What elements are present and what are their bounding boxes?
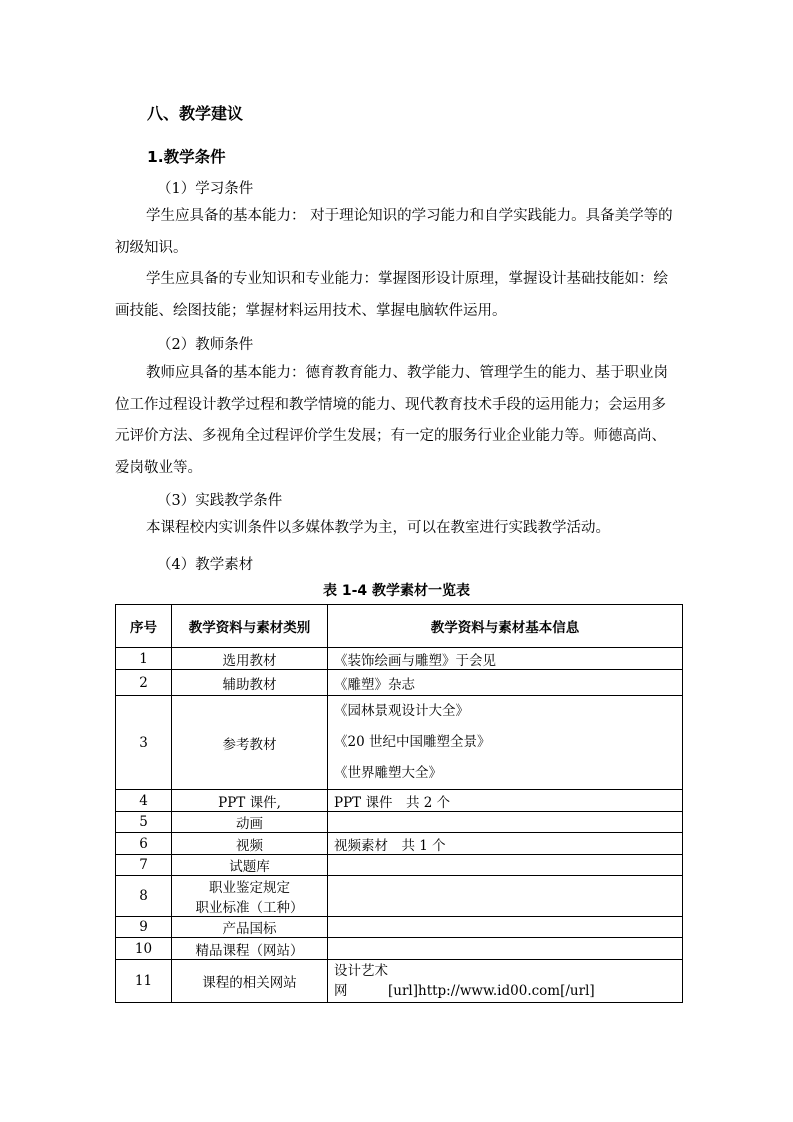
cell-number: 7 [116,855,172,876]
section-title: 八、教学建议 [147,104,244,123]
cell-info [328,960,683,1003]
cell-category: 动画 [172,812,328,833]
cell-info [328,938,683,960]
table-header-row [116,605,683,648]
practice-paragraph-1: 本课程校内实训条件以多媒体教学为主，可以在教室进行实践教学活动。 [146,520,610,536]
cell-category: 精品课程（网站） [172,938,328,960]
subsection-title: 1.教学条件 [147,148,226,166]
cell-number: 8 [116,876,172,917]
cell-number: 4 [116,790,172,812]
header-number: 序号 [116,605,172,648]
table-caption: 表 1-4 教学素材一览表 [322,583,471,599]
table-row [116,790,683,812]
cell-info [328,812,683,833]
table-row [116,812,683,833]
cell-info-line: 《20 世纪中国雕塑全景》 [334,734,491,750]
learning-paragraph-2: 学生应具备的专业知识和专业能力：掌握图形设计原理，掌握设计基础技能如：绘画技能、绘图技能；掌握材料运用技术、掌握电脑软件运用。 [115,271,668,319]
cell-number: 3 [116,696,172,790]
cell-category: 辅助教材 [172,670,328,696]
practice-conditions-heading: （3）实践教学条件 [157,493,283,509]
header-category: 教学资料与素材类别 [172,605,328,648]
cell-category [172,876,328,917]
cell-info [328,855,683,876]
table-row [116,648,683,670]
cell-info: 《雕塑》杂志 [328,670,683,696]
cell-info-line: 网 [url]http://www.id00.com[/url] [334,983,595,999]
table-row [116,960,683,1003]
learning-paragraph-1: 学生应具备的基本能力： 对于理论知识的学习能力和自学实践能力。具备美学等的初级知识。 [115,208,673,256]
teacher-conditions-heading: （2）教师条件 [157,337,254,353]
table-row [116,876,683,917]
cell-number: 2 [116,670,172,696]
cell-info: 《装饰绘画与雕塑》于会见 [328,648,683,670]
cell-number: 5 [116,812,172,833]
cell-number: 11 [116,960,172,1003]
cell-info: PPT 课件 共 2 个 [328,790,683,812]
table-row [116,855,683,876]
cell-number: 10 [116,938,172,960]
teacher-paragraph-1: 教师应具备的基本能力：德育教育能力、教学能力、管理学生的能力、基于职业岗位工作过程设计教学过程和教学情境的能力、现代教育技术手段的运用能力；会运用多元评价方法、多视角全过程评价学生发展；有一定的服务行业企业能力等。师德高尚、爱岗敬业等。 [115,365,668,476]
cell-info-line: 设计艺术 [334,963,388,979]
cell-number: 1 [116,648,172,670]
cell-category: 课程的相关网站 [172,960,328,1003]
table-row [116,696,683,790]
table-row [116,938,683,960]
cell-category: 试题库 [172,855,328,876]
cell-category: 视频 [172,833,328,855]
cell-number: 6 [116,833,172,855]
cell-info [328,696,683,790]
cell-info-line: 《园林景观设计大全》 [334,703,469,719]
cell-category: PPT 课件, [172,790,328,812]
cell-category: 选用教材 [172,648,328,670]
cell-category-line: 职业鉴定规定 [209,880,290,896]
cell-info-line: 《世界雕塑大全》 [334,765,442,781]
cell-number: 9 [116,917,172,938]
cell-category-line: 职业标准（工种） [195,900,304,916]
learning-conditions-heading: （1）学习条件 [157,181,254,197]
table-row [116,670,683,696]
cell-category: 参考教材 [172,696,328,790]
table-row [116,917,683,938]
cell-info: 视频素材 共 1 个 [328,833,683,855]
cell-info [328,917,683,938]
table-row [116,833,683,855]
materials-heading: （4）教学素材 [157,557,254,573]
materials-table [115,604,683,1003]
header-info: 教学资料与素材基本信息 [328,605,683,648]
cell-category: 产品国标 [172,917,328,938]
cell-info [328,876,683,917]
